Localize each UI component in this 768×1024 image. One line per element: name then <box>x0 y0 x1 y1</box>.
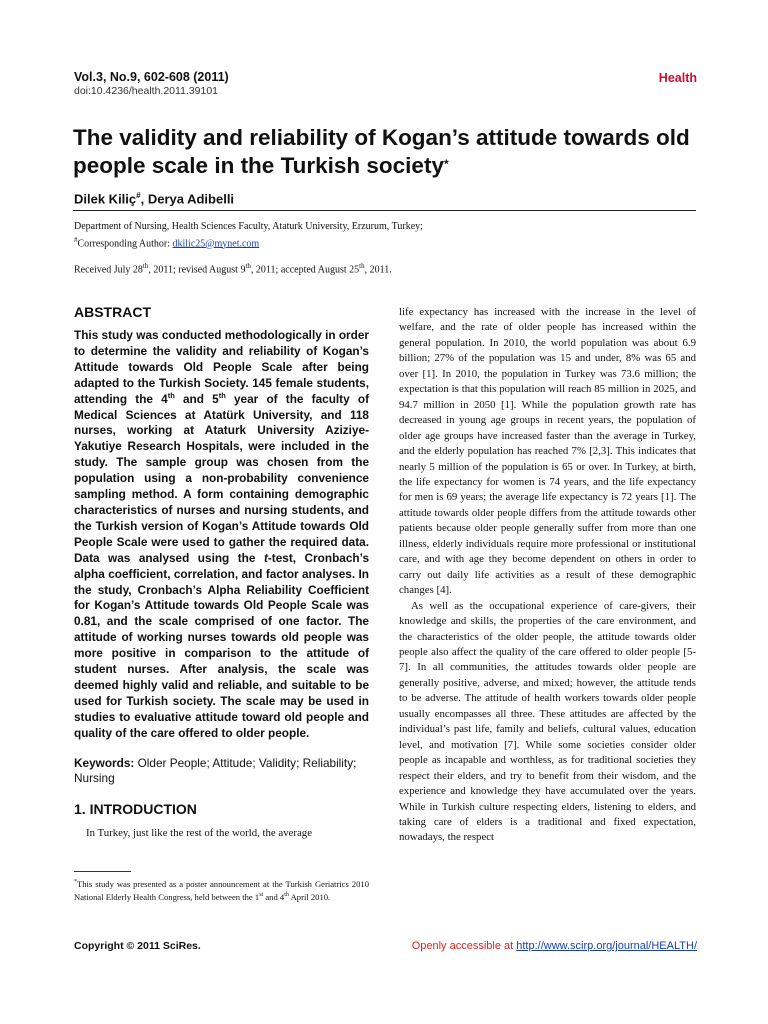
accepted-label: , 2011; accepted August 25 <box>250 264 360 276</box>
author-separator: , <box>140 191 148 207</box>
abstract-text-2: and 5 <box>174 391 219 406</box>
introduction-paragraph: In Turkey, just like the rest of the world, the average <box>86 827 312 840</box>
corresponding-line <box>74 234 423 251</box>
affiliation <box>74 221 423 250</box>
author-second: Derya Adibelli <box>147 191 235 207</box>
journal-url-link[interactable]: http://www.scirp.org/journal/HEALTH/ <box>516 940 697 952</box>
keywords-text: Older People; Attitude; Validity; Reliability; Nursing <box>74 755 357 786</box>
open-access-notice <box>412 940 697 952</box>
accepted-sup: th <box>359 262 365 270</box>
article-title <box>73 124 703 180</box>
title-divider <box>73 210 696 211</box>
footnote-sup-b: th <box>284 892 289 899</box>
abstract-body <box>74 328 369 742</box>
footnote-sup-a: st <box>259 892 264 899</box>
keywords <box>74 756 369 788</box>
right-column <box>399 305 696 846</box>
received-sup: th <box>142 262 149 270</box>
author-first: Dilek Kiliç <box>74 191 137 207</box>
footnote-text-a: This study was presented as a poster announcement at the Turkish Geriatrics 2010 National Elderly Health Congress, held between the 1 <box>74 878 369 903</box>
author-mark: # <box>136 191 141 200</box>
footnote-text-c: April 2010. <box>288 892 331 903</box>
email-link[interactable]: dkilic25@mynet.com <box>172 237 260 249</box>
abstract-italic: t <box>263 550 268 565</box>
received-label: Received July 28 <box>74 264 143 276</box>
journal-reference: Vol.3, No.9, 602-608 (2011) <box>74 70 229 84</box>
introduction-heading: 1. INTRODUCTION <box>74 801 197 818</box>
keywords-label: Keywords: <box>74 755 135 770</box>
abstract-text-3: year of the faculty of Medical Sciences at Atatürk University, and 118 nurses, working at Ataturk University Aziziye-Yakutiye Research Hospitals, were included in the study. The sample group was chosen from the population using a non-probability convenience sampling method. A form containing demographic characteristics of nurses and nursing students, and the Turkish version of Kogan’s Attitude towards Old People Scale were used to gather the required data. Data was analysed using the <box>74 391 369 565</box>
footnote-divider <box>74 871 131 872</box>
body-paragraph-1: life expectancy has increased with the increase in the level of welfare, and the rate of older people has increased within the general population. In 2010, the world population was about 6.9 billion; 27% of the population was 15 and under, 8% was 65 and over [1]. In 2010, the population in Turkey was 73.6 million; the expectation is that this population will reach 85 million in 2025, and 94.7 million in 2050 [1]. While the population growth rate has decreased in young age groups in recent years, the population of older age groups have increased faster than the average in Turkey, and the elderly population has reached 7% [2,3]. This indicates that nearly 5 million of the population is 65 or over. In Turkey, at birth, the life expectancy for women is 74 years, and the life expectancy for men is 69 years; the average life expectancy is 72 years [1]. The attitude towards older people differs from the attitude towards other patients because older people generally suffer from more than one illness, elderly individuals require more professional or institutional care, and with age they become dependent on others in order to carry out daily life activities as a result of these demographic changes [4]. <box>399 306 696 597</box>
abstract-text-4: -test, Cronbach’s alpha coefficient, correlation, and factor analyses. In the study, Cronbach’s Alpha Reliability Coefficient for Kogan’s Attitude towards Old People Scale was 0.81, and the scale comprised of one factor. The attitude of working nurses towards old people was more positive in comparison to the attitude of student nurses. After analysis, the scale was deemed highly valid and reliable, and suitable to be used for Turkish society. The scale may be used in studies to evaluative attitude toward old people and quality of the care offered to older people. <box>74 550 369 740</box>
corresponding-mark: # <box>74 235 78 244</box>
dates-end: , 2011. <box>364 264 392 276</box>
body-paragraph-2: As well as the occupational experience of care-givers, their knowledge and skills, the properties of the care environment, and the characteristics of the older people, the attitude towards older people also affect the quality of the care offered to older people [5-7]. In all communities, the attitudes towards older people are generally positive, adverse, and mixed; however, the attitude tends to be adverse. The attitude of health workers towards older people usually encompasses all three. These attitudes are affected by the individual’s past life, family and beliefs, cultural values, education level, and motivation [7]. While some societies consider older people as incapable and worthless, as for traditional societies they respect their elders, and try to benefit from their wisdom, and the experience and knowledge they have accumulated over the years. While in Turkish culture respecting elders, listening to elders, and taking care of elders is a traditional and fixed expectation, nowadays, the respect <box>399 599 696 844</box>
abstract-sup-1: th <box>167 390 175 400</box>
copyright: Copyright © 2011 SciRes. <box>74 940 201 952</box>
revised-label: , 2011; revised August 9 <box>148 264 246 276</box>
footnote-mark: * <box>74 879 77 885</box>
left-column <box>74 304 369 842</box>
corresponding-label: Corresponding Author: <box>77 237 173 249</box>
abstract-sup-2: th <box>218 390 226 400</box>
department-line: Department of Nursing, Health Sciences Faculty, Ataturk University, Erzurum, Turkey; <box>74 221 423 232</box>
title-text: The validity and reliability of Kogan’s attitude towards old people scale in the Turkish society <box>73 125 690 178</box>
abstract-heading: ABSTRACT <box>74 304 151 320</box>
authors <box>74 191 234 206</box>
abstract-text-1: This study was conducted methodologically in order to determine the validity and reliability of Kogan’s Attitude towards Old People Scale after being adapted to the Turkish Society. 145 female students, attending the 4 <box>74 328 369 406</box>
journal-name: Health <box>658 71 697 85</box>
title-footnote-mark: * <box>443 157 449 171</box>
footnote-text-b: and 4 <box>263 892 285 903</box>
doi: doi:10.4236/health.2011.39101 <box>74 85 219 97</box>
received-dates <box>74 262 392 275</box>
access-label: Openly accessible at <box>411 940 517 952</box>
revised-sup: th <box>245 262 251 270</box>
footnote <box>74 877 369 904</box>
